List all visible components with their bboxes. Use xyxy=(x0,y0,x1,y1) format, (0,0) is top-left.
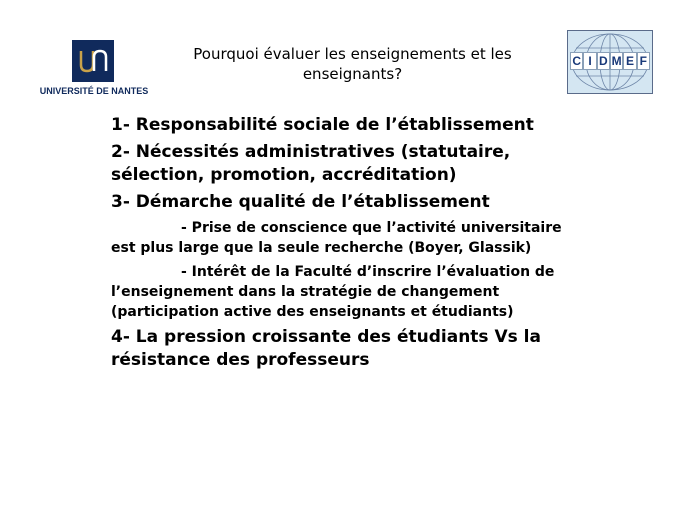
cidmef-letter: E xyxy=(623,52,636,70)
point-2: 2- Nécessités administratives (statutaire, sélection, promotion, accréditation) xyxy=(111,142,511,185)
subpoint-2: - Intérêt de la Faculté d’inscrire l’évaluation de l’enseignement dans la stratégie de changement (participation active des enseignants et étudiants) xyxy=(111,264,555,320)
cidmef-letter: I xyxy=(583,52,596,70)
cidmef-letter: D xyxy=(597,52,610,70)
subpoint-1: - Prise de conscience que l’activité universitaire est plus large que la seule recherche (Boyer, Glassik) xyxy=(111,220,562,256)
slide-title: Pourquoi évaluer les enseignements et les enseignants? xyxy=(193,45,512,83)
cidmef-logo xyxy=(567,30,653,94)
cidmef-letter: M xyxy=(611,54,622,68)
un-logo-mark-icon xyxy=(72,40,114,82)
cidmef-letter: C xyxy=(570,52,583,70)
university-name: UNIVERSITÉ DE NANTES xyxy=(39,86,149,96)
cidmef-letter: F xyxy=(637,52,650,70)
universite-de-nantes-logo xyxy=(38,40,150,98)
point-1: 1- Responsabilité sociale de l’établissement xyxy=(111,115,534,135)
point-4: 4- La pression croissante des étudiants Vs la résistance des professeurs xyxy=(111,327,541,370)
un-monogram-icon xyxy=(72,40,114,82)
cidmef-letters xyxy=(570,52,650,72)
slide-content xyxy=(111,114,581,376)
point-3: 3- Démarche qualité de l’établissement xyxy=(111,192,490,212)
